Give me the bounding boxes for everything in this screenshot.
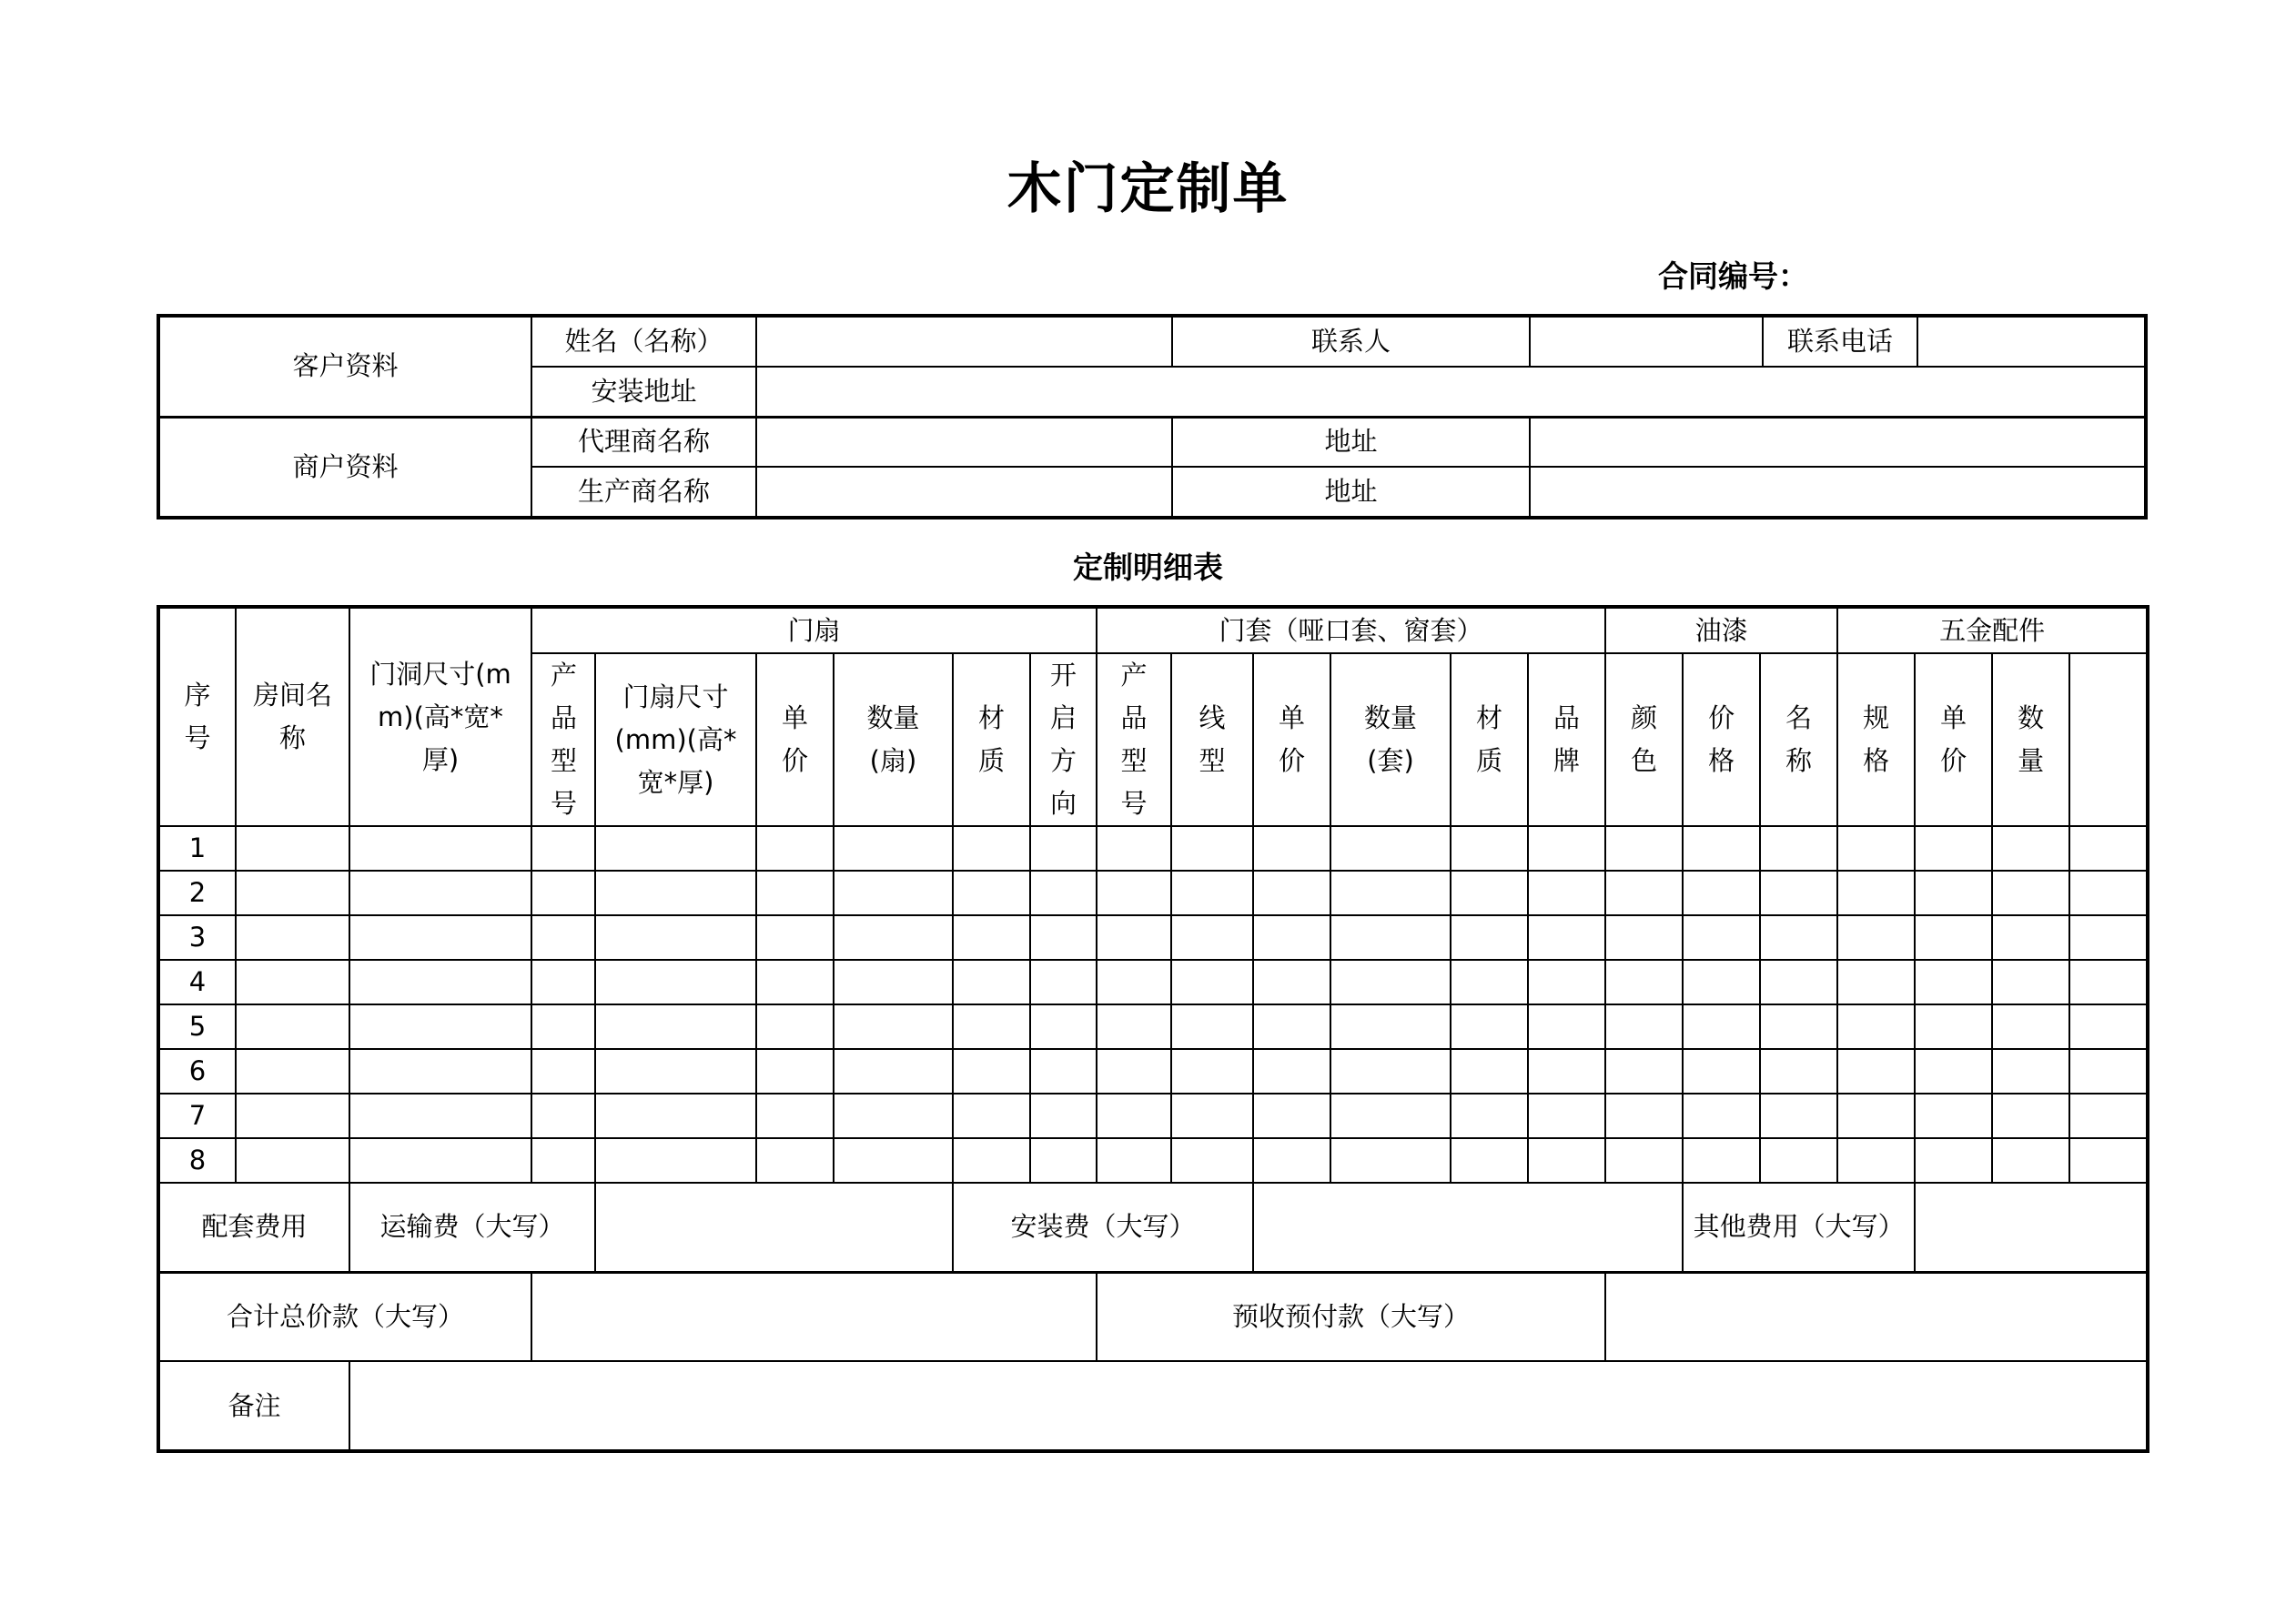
cell[interactable] bbox=[1605, 1049, 1683, 1094]
agent-name-field[interactable] bbox=[756, 417, 1172, 467]
cell[interactable] bbox=[1451, 960, 1528, 1004]
agent-address-label: 地址 bbox=[1172, 417, 1530, 467]
cell[interactable] bbox=[1605, 915, 1683, 960]
cell[interactable] bbox=[531, 871, 595, 915]
cell[interactable] bbox=[1837, 1094, 1915, 1138]
cell[interactable] bbox=[1097, 1004, 1171, 1049]
cell[interactable] bbox=[953, 1004, 1030, 1049]
install-address-label: 安装地址 bbox=[531, 367, 756, 417]
cell[interactable] bbox=[1605, 871, 1683, 915]
cell[interactable] bbox=[1992, 915, 2069, 960]
row-number: 8 bbox=[159, 1138, 236, 1183]
cell[interactable] bbox=[1451, 826, 1528, 871]
cell[interactable] bbox=[1097, 960, 1171, 1004]
cell[interactable] bbox=[1605, 1094, 1683, 1138]
col-hw-spec: 规格 bbox=[1837, 653, 1915, 826]
cell[interactable] bbox=[1030, 915, 1097, 960]
cell[interactable] bbox=[834, 1049, 953, 1094]
cell[interactable] bbox=[1528, 871, 1605, 915]
fees-label: 配套费用 bbox=[159, 1183, 349, 1272]
cell[interactable] bbox=[2069, 915, 2147, 960]
cell[interactable] bbox=[531, 1094, 595, 1138]
other-fee-field[interactable] bbox=[1915, 1183, 2147, 1272]
other-fee-label: 其他费用（大写） bbox=[1683, 1183, 1915, 1272]
cell[interactable] bbox=[2069, 1094, 2147, 1138]
cell[interactable] bbox=[236, 871, 349, 915]
maker-name-label: 生产商名称 bbox=[531, 467, 756, 517]
cell[interactable] bbox=[1760, 1004, 1837, 1049]
col-door-material: 材质 bbox=[953, 653, 1030, 826]
customer-info-label: 客户资料 bbox=[159, 317, 531, 417]
cell[interactable] bbox=[953, 826, 1030, 871]
table-row bbox=[159, 1138, 2147, 1183]
cell[interactable] bbox=[1451, 871, 1528, 915]
cell[interactable] bbox=[1097, 826, 1171, 871]
cell[interactable] bbox=[595, 1004, 756, 1049]
cell[interactable] bbox=[1097, 1094, 1171, 1138]
cell[interactable] bbox=[1992, 1138, 2069, 1183]
cell[interactable] bbox=[1915, 871, 1992, 915]
cell[interactable] bbox=[1992, 871, 2069, 915]
cell[interactable] bbox=[834, 1004, 953, 1049]
prepayment-label: 预收预付款（大写） bbox=[1097, 1272, 1605, 1361]
cell[interactable] bbox=[1683, 960, 1760, 1004]
col-door-model: 产品型号 bbox=[531, 653, 595, 826]
merchant-info-label: 商户资料 bbox=[159, 417, 531, 517]
col-room: 房间名称 bbox=[236, 608, 349, 826]
cell[interactable] bbox=[531, 1004, 595, 1049]
cell[interactable] bbox=[1451, 1138, 1528, 1183]
cell[interactable] bbox=[1605, 826, 1683, 871]
cell[interactable] bbox=[349, 1049, 531, 1094]
cell[interactable] bbox=[1915, 1004, 1992, 1049]
cell[interactable] bbox=[1451, 1049, 1528, 1094]
cell[interactable] bbox=[1030, 1049, 1097, 1094]
cell[interactable] bbox=[1097, 915, 1171, 960]
cell[interactable] bbox=[1915, 1138, 1992, 1183]
cell[interactable] bbox=[236, 915, 349, 960]
cell[interactable] bbox=[349, 871, 531, 915]
group-frame: 门套（哑口套、窗套） bbox=[1097, 608, 1605, 653]
cell[interactable] bbox=[1171, 826, 1253, 871]
cell[interactable] bbox=[1837, 960, 1915, 1004]
table-row bbox=[159, 871, 2147, 915]
cell[interactable] bbox=[1253, 1004, 1330, 1049]
contract-number-label: 合同编号： bbox=[1658, 258, 1808, 294]
cell[interactable] bbox=[1330, 960, 1451, 1004]
table-row bbox=[159, 915, 2147, 960]
cell[interactable] bbox=[1171, 871, 1253, 915]
cell[interactable] bbox=[953, 1094, 1030, 1138]
cell[interactable] bbox=[756, 871, 834, 915]
cell[interactable] bbox=[1837, 1138, 1915, 1183]
cell[interactable] bbox=[1760, 960, 1837, 1004]
cell[interactable] bbox=[531, 960, 595, 1004]
cell[interactable] bbox=[1253, 1094, 1330, 1138]
cell[interactable] bbox=[1683, 1049, 1760, 1094]
cell[interactable] bbox=[1253, 1138, 1330, 1183]
cell[interactable] bbox=[1097, 871, 1171, 915]
cell[interactable] bbox=[236, 1094, 349, 1138]
cell[interactable] bbox=[953, 1138, 1030, 1183]
cell[interactable] bbox=[834, 960, 953, 1004]
cell[interactable] bbox=[1030, 960, 1097, 1004]
cell[interactable] bbox=[756, 915, 834, 960]
cell[interactable] bbox=[756, 960, 834, 1004]
cell[interactable] bbox=[1528, 1138, 1605, 1183]
cell[interactable] bbox=[531, 826, 595, 871]
total-price-label: 合计总价款（大写） bbox=[159, 1272, 531, 1361]
cell[interactable] bbox=[953, 960, 1030, 1004]
cell[interactable] bbox=[1528, 1049, 1605, 1094]
cell[interactable] bbox=[1030, 871, 1097, 915]
cell[interactable] bbox=[2069, 826, 2147, 871]
cell[interactable] bbox=[1915, 915, 1992, 960]
cell[interactable] bbox=[834, 1094, 953, 1138]
cell[interactable] bbox=[1330, 871, 1451, 915]
cell[interactable] bbox=[349, 960, 531, 1004]
col-frame-price: 单价 bbox=[1253, 653, 1330, 826]
cell[interactable] bbox=[834, 915, 953, 960]
row-number: 7 bbox=[159, 1094, 236, 1138]
col-door-direction: 开启方向 bbox=[1030, 653, 1097, 826]
cell[interactable] bbox=[531, 915, 595, 960]
detail-title: 定制明细表 bbox=[1073, 550, 1223, 585]
cell[interactable] bbox=[1837, 915, 1915, 960]
group-paint: 油漆 bbox=[1605, 608, 1837, 653]
cell[interactable] bbox=[756, 1004, 834, 1049]
cell[interactable] bbox=[2069, 1004, 2147, 1049]
cell[interactable] bbox=[1992, 1094, 2069, 1138]
cell[interactable] bbox=[595, 915, 756, 960]
cell[interactable] bbox=[1097, 1138, 1171, 1183]
contact-field[interactable] bbox=[1530, 317, 1763, 367]
cell[interactable] bbox=[1330, 826, 1451, 871]
col-door-qty: 数量(扇) bbox=[834, 653, 953, 826]
cell[interactable] bbox=[595, 1049, 756, 1094]
cell[interactable] bbox=[1837, 871, 1915, 915]
cell[interactable] bbox=[1171, 1049, 1253, 1094]
cell[interactable] bbox=[1171, 1004, 1253, 1049]
cell[interactable] bbox=[1253, 871, 1330, 915]
table-row bbox=[159, 960, 2147, 1004]
cell[interactable] bbox=[1030, 1138, 1097, 1183]
cell[interactable] bbox=[1915, 1049, 1992, 1094]
cell[interactable] bbox=[1330, 915, 1451, 960]
cell[interactable] bbox=[1760, 1138, 1837, 1183]
cell[interactable] bbox=[1030, 1004, 1097, 1049]
cell[interactable] bbox=[1253, 915, 1330, 960]
cell[interactable] bbox=[1330, 1138, 1451, 1183]
cell[interactable] bbox=[1605, 1004, 1683, 1049]
install-fee-field[interactable] bbox=[1253, 1183, 1683, 1272]
cell[interactable] bbox=[1451, 1094, 1528, 1138]
maker-address-label: 地址 bbox=[1172, 467, 1530, 517]
cell[interactable] bbox=[756, 1049, 834, 1094]
group-door: 门扇 bbox=[531, 608, 1097, 653]
cell[interactable] bbox=[1992, 826, 2069, 871]
cell[interactable] bbox=[1030, 1094, 1097, 1138]
row-number: 5 bbox=[159, 1004, 236, 1049]
col-seq: 序号 bbox=[159, 608, 236, 826]
maker-name-field[interactable] bbox=[756, 467, 1172, 517]
cell[interactable] bbox=[349, 1138, 531, 1183]
col-frame-qty: 数量(套) bbox=[1330, 653, 1451, 826]
cell[interactable] bbox=[1760, 1049, 1837, 1094]
cell[interactable] bbox=[595, 1138, 756, 1183]
table-row bbox=[159, 1094, 2147, 1138]
cell[interactable] bbox=[756, 1094, 834, 1138]
row-number: 6 bbox=[159, 1049, 236, 1094]
cell[interactable] bbox=[1528, 826, 1605, 871]
col-frame-model: 产品型号 bbox=[1097, 653, 1171, 826]
row-number: 2 bbox=[159, 871, 236, 915]
cell[interactable] bbox=[1915, 1094, 1992, 1138]
cell[interactable] bbox=[236, 1049, 349, 1094]
cell[interactable] bbox=[595, 871, 756, 915]
cell[interactable] bbox=[1992, 1004, 2069, 1049]
row-number: 1 bbox=[159, 826, 236, 871]
col-door-size: 门扇尺寸(mm)(高*宽*厚) bbox=[595, 653, 756, 826]
name-label: 姓名（名称） bbox=[531, 317, 756, 367]
col-paint-brand: 品牌 bbox=[1528, 653, 1605, 826]
cell[interactable] bbox=[1683, 871, 1760, 915]
remarks-label: 备注 bbox=[159, 1361, 349, 1450]
cell[interactable] bbox=[834, 1138, 953, 1183]
col-hw-qty: 数量 bbox=[1992, 653, 2069, 826]
cell[interactable] bbox=[1760, 915, 1837, 960]
shipping-fee-field[interactable] bbox=[595, 1183, 953, 1272]
remarks-field[interactable] bbox=[349, 1361, 2147, 1450]
cell[interactable] bbox=[1528, 915, 1605, 960]
col-paint-color: 颜色 bbox=[1605, 653, 1683, 826]
cell[interactable] bbox=[531, 1049, 595, 1094]
prepayment-field[interactable] bbox=[1605, 1272, 2147, 1361]
cell[interactable] bbox=[1760, 1094, 1837, 1138]
phone-field[interactable] bbox=[1917, 317, 2145, 367]
phone-label: 联系电话 bbox=[1763, 317, 1917, 367]
cell[interactable] bbox=[349, 1004, 531, 1049]
col-opening-size: 门洞尺寸(mm)(高*宽*厚) bbox=[349, 608, 531, 826]
contact-label: 联系人 bbox=[1172, 317, 1530, 367]
cell[interactable] bbox=[1171, 960, 1253, 1004]
table-row bbox=[159, 1049, 2147, 1094]
cell[interactable] bbox=[595, 960, 756, 1004]
cell[interactable] bbox=[236, 1004, 349, 1049]
cell[interactable] bbox=[1253, 1049, 1330, 1094]
cell[interactable] bbox=[1253, 960, 1330, 1004]
shipping-fee-label: 运输费（大写） bbox=[349, 1183, 595, 1272]
cell[interactable] bbox=[1992, 1049, 2069, 1094]
maker-address-field[interactable] bbox=[1530, 467, 2145, 517]
cell[interactable] bbox=[236, 826, 349, 871]
cell[interactable] bbox=[1683, 1004, 1760, 1049]
install-address-field[interactable] bbox=[756, 367, 2145, 417]
table-row bbox=[159, 826, 2147, 871]
cell[interactable] bbox=[756, 826, 834, 871]
cell[interactable] bbox=[1330, 1049, 1451, 1094]
cell[interactable] bbox=[349, 915, 531, 960]
row-number: 3 bbox=[159, 915, 236, 960]
cell[interactable] bbox=[834, 871, 953, 915]
row-number: 4 bbox=[159, 960, 236, 1004]
cell[interactable] bbox=[1683, 1138, 1760, 1183]
cell[interactable] bbox=[531, 1138, 595, 1183]
cell[interactable] bbox=[1330, 1094, 1451, 1138]
install-fee-label: 安装费（大写） bbox=[953, 1183, 1253, 1272]
cell[interactable] bbox=[1605, 960, 1683, 1004]
cell[interactable] bbox=[1837, 1049, 1915, 1094]
group-hardware: 五金配件 bbox=[1837, 608, 2147, 653]
cell[interactable] bbox=[1837, 826, 1915, 871]
cell[interactable] bbox=[2069, 1138, 2147, 1183]
cell[interactable] bbox=[2069, 960, 2147, 1004]
cell[interactable] bbox=[1837, 1004, 1915, 1049]
cell[interactable] bbox=[834, 826, 953, 871]
cell[interactable] bbox=[1605, 1138, 1683, 1183]
cell[interactable] bbox=[756, 1138, 834, 1183]
cell[interactable] bbox=[1915, 960, 1992, 1004]
name-field[interactable] bbox=[756, 317, 1172, 367]
cell[interactable] bbox=[1528, 1004, 1605, 1049]
total-price-field[interactable] bbox=[531, 1272, 1097, 1361]
cell[interactable] bbox=[595, 826, 756, 871]
cell[interactable] bbox=[1528, 960, 1605, 1004]
col-door-price: 单价 bbox=[756, 653, 834, 826]
info-table bbox=[158, 316, 2146, 518]
col-frame-material: 材质 bbox=[1451, 653, 1528, 826]
cell[interactable] bbox=[1915, 826, 1992, 871]
cell[interactable] bbox=[1171, 1138, 1253, 1183]
cell[interactable] bbox=[2069, 871, 2147, 915]
agent-address-field[interactable] bbox=[1530, 417, 2145, 467]
detail-table bbox=[158, 607, 2148, 1451]
cell[interactable] bbox=[1760, 826, 1837, 871]
cell[interactable] bbox=[349, 826, 531, 871]
cell[interactable] bbox=[236, 1138, 349, 1183]
cell[interactable] bbox=[1171, 915, 1253, 960]
cell[interactable] bbox=[953, 871, 1030, 915]
cell[interactable] bbox=[1030, 826, 1097, 871]
cell[interactable] bbox=[1683, 1094, 1760, 1138]
cell[interactable] bbox=[1683, 915, 1760, 960]
cell[interactable] bbox=[2069, 1049, 2147, 1094]
cell[interactable] bbox=[1451, 915, 1528, 960]
cell[interactable] bbox=[595, 1094, 756, 1138]
col-hw-price: 单价 bbox=[1915, 653, 1992, 826]
agent-name-label: 代理商名称 bbox=[531, 417, 756, 467]
cell[interactable] bbox=[953, 1049, 1030, 1094]
col-hw-name: 名称 bbox=[1760, 653, 1837, 826]
cell[interactable] bbox=[1097, 1049, 1171, 1094]
table-row bbox=[159, 1004, 2147, 1049]
cell[interactable] bbox=[953, 915, 1030, 960]
cell[interactable] bbox=[1760, 871, 1837, 915]
col-frame-line: 线型 bbox=[1171, 653, 1253, 826]
cell[interactable] bbox=[1683, 826, 1760, 871]
page-title: 木门定制单 bbox=[1006, 157, 1290, 221]
cell[interactable] bbox=[1528, 1094, 1605, 1138]
cell[interactable] bbox=[1330, 1004, 1451, 1049]
cell[interactable] bbox=[1451, 1004, 1528, 1049]
cell[interactable] bbox=[236, 960, 349, 1004]
cell[interactable] bbox=[1253, 826, 1330, 871]
cell[interactable] bbox=[349, 1094, 531, 1138]
cell[interactable] bbox=[1171, 1094, 1253, 1138]
cell[interactable] bbox=[1992, 960, 2069, 1004]
col-paint-price: 价格 bbox=[1683, 653, 1760, 826]
